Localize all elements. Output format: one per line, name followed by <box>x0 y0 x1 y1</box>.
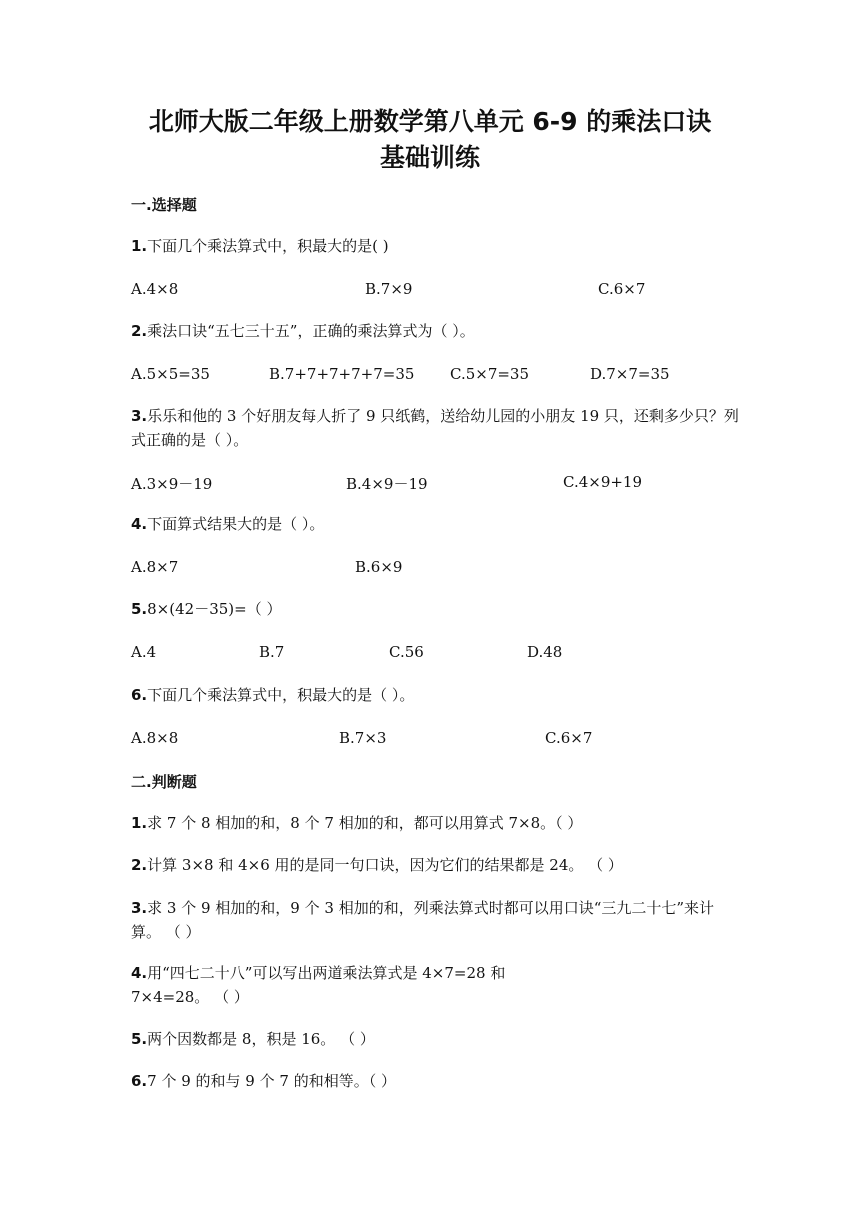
choice-question-6 <box>131 683 741 707</box>
choice-question-4 <box>131 512 741 536</box>
judge-question-4 <box>131 961 571 1009</box>
choice-question-1 <box>131 234 741 258</box>
question-text: 下面几个乘法算式中，积最大的是( ) <box>147 237 389 255</box>
option-b[interactable]: B.7 <box>259 643 285 661</box>
title-line-1: 北师大版二年级上册数学第八单元 6-9 的乘法口诀 <box>148 107 712 136</box>
judge-question-5 <box>131 1027 741 1051</box>
question-text: 求 3 个 9 相加的和，9 个 3 相加的和，列乘法算式时都可以用口诀“三九二十七”来计算。 （ ） <box>131 899 715 941</box>
option-a[interactable]: A.5×5=35 <box>131 365 210 383</box>
judge-question-1 <box>131 811 741 835</box>
option-c[interactable]: C.56 <box>389 643 424 661</box>
question-text: 乐乐和他的 3 个好朋友每人折了 9 只纸鹤，送给幼儿园的小朋友 19 只，还剩多少只？列式正确的是（ ）。 <box>131 407 739 449</box>
judge-question-2 <box>131 853 741 877</box>
option-a[interactable]: A.4×8 <box>131 280 179 298</box>
choice-question-2 <box>131 319 741 343</box>
option-c[interactable]: C.4×9+19 <box>563 473 643 491</box>
judge-question-6 <box>131 1069 741 1093</box>
title-line-2: 基础训练 <box>379 143 480 172</box>
page-title <box>0 104 860 176</box>
choice-question-5 <box>131 597 741 621</box>
question-text: 下面算式结果大的是（ ）。 <box>147 515 325 533</box>
question-text: 8×(42－35)=（ ） <box>147 600 282 618</box>
option-b[interactable]: B.6×9 <box>355 558 403 576</box>
choice-question-3 <box>131 404 741 452</box>
option-d[interactable]: D.48 <box>527 643 563 661</box>
question-text: 计算 3×8 和 4×6 用的是同一句口诀，因为它们的结果都是 24。 （ ） <box>147 856 623 874</box>
option-a[interactable]: A.4 <box>131 643 157 661</box>
question-number: 2. <box>131 322 148 340</box>
option-c[interactable]: C.6×7 <box>545 729 593 747</box>
option-c[interactable]: C.5×7=35 <box>450 365 530 383</box>
option-c[interactable]: C.6×7 <box>598 280 646 298</box>
option-a[interactable]: A.8×8 <box>131 729 179 747</box>
option-d[interactable]: D.7×7=35 <box>590 365 670 383</box>
question-number: 3. <box>131 407 148 425</box>
question-text: 乘法口诀“五七三十五”，正确的乘法算式为（ ）。 <box>147 322 475 340</box>
question-text: 两个因数都是 8，积是 16。 （ ） <box>147 1030 375 1048</box>
question-text: 7 个 9 的和与 9 个 7 的和相等。（ ） <box>147 1072 396 1090</box>
option-b[interactable]: B.7×3 <box>339 729 387 747</box>
question-text: 求 7 个 8 相加的和，8 个 7 相加的和，都可以用算式 7×8。（ ） <box>147 814 583 832</box>
question-number: 5. <box>131 600 148 618</box>
section-heading-judge: 二.判断题 <box>131 773 197 791</box>
option-a[interactable]: A.3×9－19 <box>131 475 213 493</box>
question-number: 5. <box>131 1030 148 1048</box>
question-number: 1. <box>131 814 148 832</box>
question-text: 用“四七二十八”可以写出两道乘法算式是 4×7=28 和 7×4=28。 （ ） <box>131 964 506 1006</box>
question-number: 4. <box>131 515 148 533</box>
judge-question-3 <box>131 896 741 944</box>
question-number: 6. <box>131 686 148 704</box>
question-text: 下面几个乘法算式中，积最大的是（ ）。 <box>147 686 415 704</box>
question-number: 3. <box>131 899 148 917</box>
option-b[interactable]: B.7+7+7+7+7=35 <box>269 365 415 383</box>
question-number: 4. <box>131 964 148 982</box>
question-number: 1. <box>131 237 148 255</box>
option-a[interactable]: A.8×7 <box>131 558 179 576</box>
option-b[interactable]: B.4×9－19 <box>346 475 428 493</box>
option-b[interactable]: B.7×9 <box>365 280 413 298</box>
section-heading-choice: 一.选择题 <box>131 196 197 214</box>
question-number: 2. <box>131 856 148 874</box>
question-number: 6. <box>131 1072 148 1090</box>
